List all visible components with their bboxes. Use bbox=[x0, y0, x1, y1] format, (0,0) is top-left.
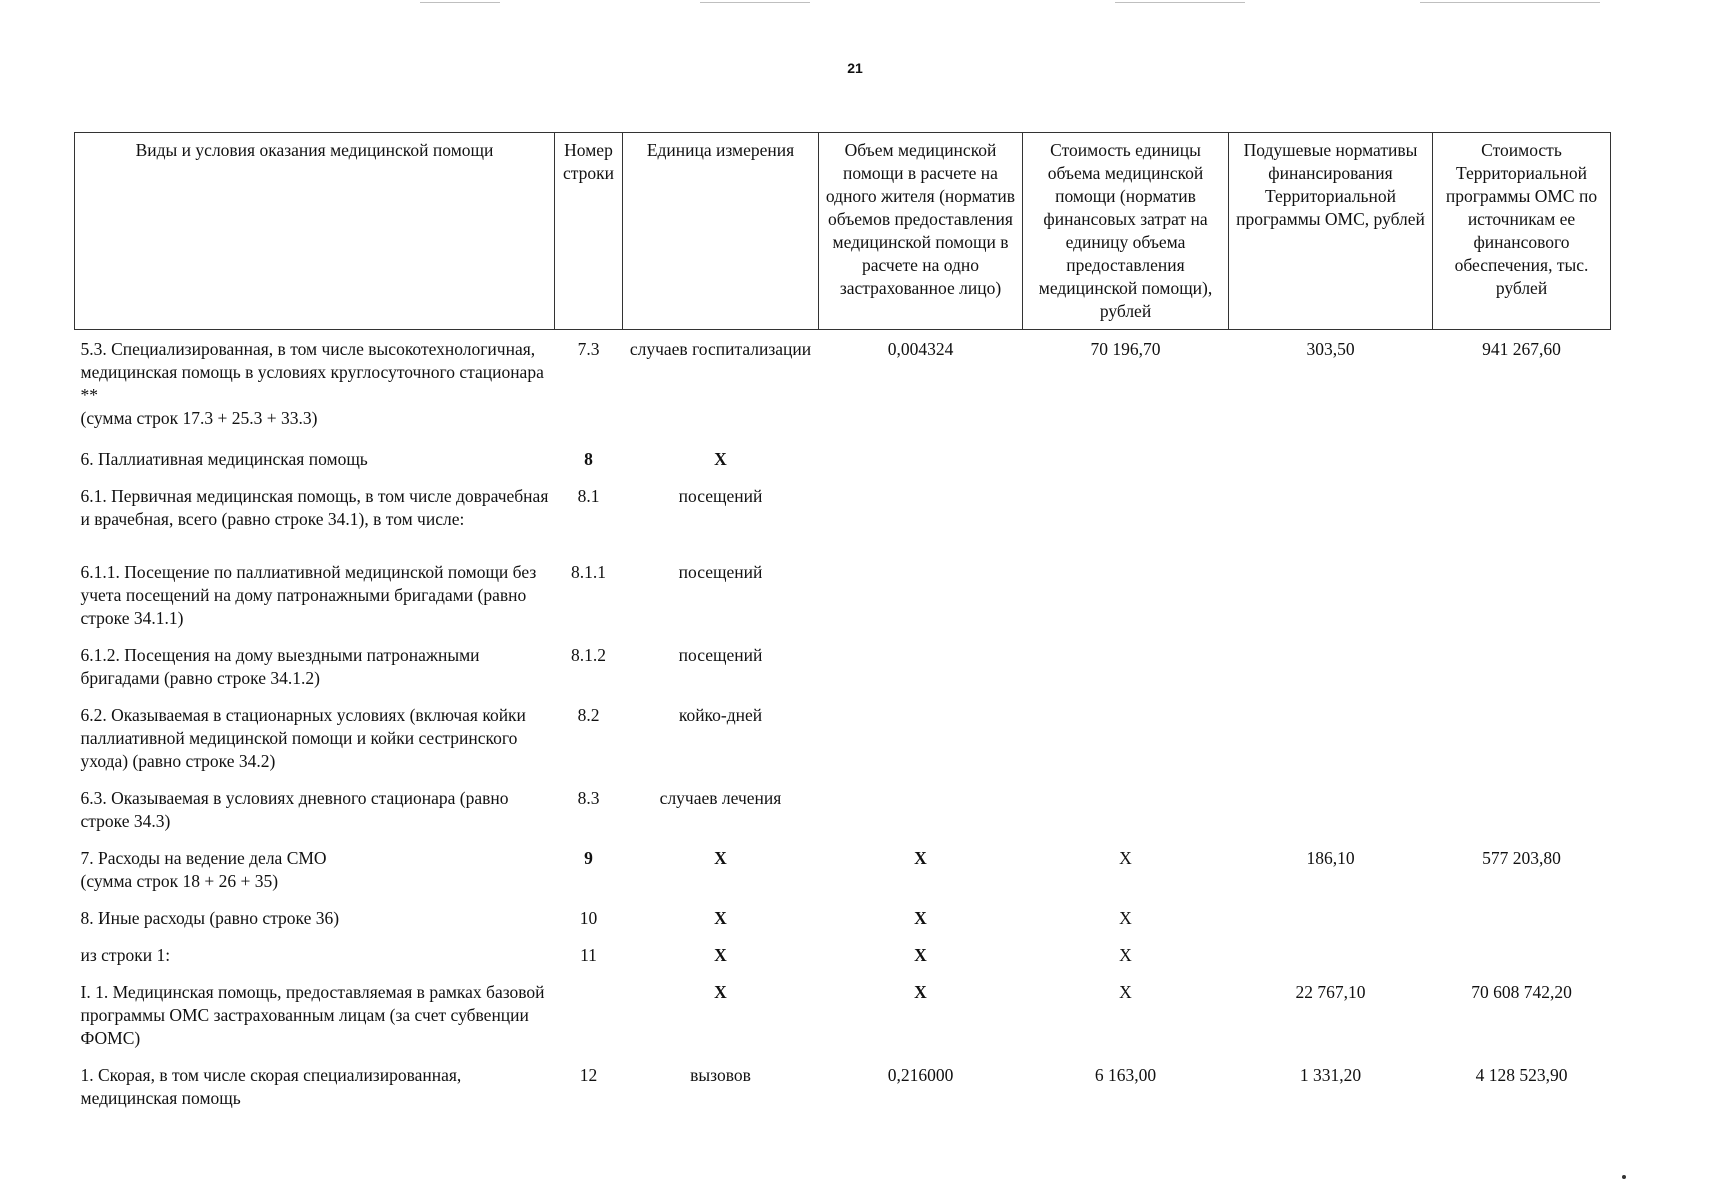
row-unit-cost: X bbox=[1119, 907, 1132, 928]
row-unit-cost: X bbox=[1119, 944, 1132, 965]
row-volume: X bbox=[914, 847, 927, 868]
scan-artifact bbox=[700, 2, 810, 3]
row-total-cost: 577 203,80 bbox=[1482, 847, 1561, 868]
row-unit: койко-дней bbox=[678, 704, 763, 725]
row-name: 6.1.2. Посещения на дому выездными патронажными бригадами (равно строке 34.1.2) bbox=[80, 644, 480, 688]
row-unit: посещений bbox=[678, 644, 763, 665]
header-row-number: Номер строки bbox=[555, 133, 623, 330]
row-number: 9 bbox=[584, 847, 593, 868]
row-name: 6.3. Оказываемая в условиях дневного стационара (равно строке 34.3) bbox=[80, 787, 509, 831]
row-unit-cost bbox=[1023, 477, 1229, 553]
row-name: 6.2. Оказываемая в стационарных условиях (включая койки паллиативной медицинской помощи и койки сестринского ухода) (равно строке 34.2) bbox=[80, 704, 526, 771]
row-number: 7.3 bbox=[577, 339, 600, 359]
row-volume: X bbox=[914, 944, 927, 965]
row-number: 8.2 bbox=[577, 704, 600, 725]
scan-artifact bbox=[420, 2, 500, 3]
row-unit: посещений bbox=[678, 561, 763, 582]
row-total-cost bbox=[1433, 936, 1611, 973]
header-name: Виды и условия оказания медицинской помощи bbox=[75, 133, 555, 330]
row-name: I. 1. Медицинская помощь, предоставляемая в рамках базовой программы ОМС застрахованным лицам (за счет субвенции ФОМС) bbox=[80, 981, 545, 1048]
row-volume: X bbox=[914, 907, 927, 928]
table-row bbox=[75, 839, 1611, 899]
row-per-capita bbox=[1229, 553, 1433, 636]
row-per-capita bbox=[1229, 936, 1433, 973]
header-unit-cost: Стоимость единицы объема медицинской помощи (норматив финансовых затрат на единицу объема предоставления медицинской помощи), рублей bbox=[1023, 133, 1229, 330]
table-row bbox=[75, 553, 1611, 636]
row-unit: X bbox=[714, 448, 727, 469]
row-unit: посещений bbox=[678, 485, 763, 506]
row-volume bbox=[819, 440, 1023, 477]
header-unit: Единица измерения bbox=[623, 133, 819, 330]
medical-care-table bbox=[74, 132, 1611, 1116]
row-per-capita bbox=[1229, 899, 1433, 936]
page-number: 21 bbox=[847, 60, 863, 76]
row-volume: 0,216000 bbox=[887, 1064, 954, 1085]
row-unit: случаев лечения bbox=[659, 787, 782, 808]
row-unit-cost: X bbox=[1119, 981, 1132, 1002]
row-number: 8.1 bbox=[577, 485, 600, 506]
row-name: 6.1.1. Посещение по паллиативной медицинской помощи без учета посещений на дому патронажными бригадами (равно строке 34.1.1) bbox=[80, 561, 537, 628]
row-per-capita bbox=[1229, 440, 1433, 477]
scan-artifact bbox=[1420, 2, 1600, 3]
row-total-cost bbox=[1433, 696, 1611, 779]
row-total-cost bbox=[1433, 553, 1611, 636]
table-row bbox=[75, 779, 1611, 839]
row-volume bbox=[819, 477, 1023, 553]
row-name: 5.3. Специализированная, в том числе высокотехнологичная, медицинская помощь в условиях круглосуточного стационара ** (сумма строк 17.3 + 25.3 + 33.3) bbox=[80, 339, 544, 428]
row-per-capita: 186,10 bbox=[1306, 847, 1355, 868]
row-number: 8.3 bbox=[577, 787, 600, 808]
row-total-cost bbox=[1433, 636, 1611, 696]
table-row bbox=[75, 330, 1611, 440]
table-row bbox=[75, 973, 1611, 1056]
table-row bbox=[75, 477, 1611, 553]
row-total-cost: 70 608 742,20 bbox=[1471, 981, 1572, 1002]
row-total-cost: 941 267,60 bbox=[1482, 339, 1561, 359]
row-unit: X bbox=[714, 907, 727, 928]
row-per-capita: 303,50 bbox=[1306, 339, 1355, 359]
row-unit: X bbox=[714, 944, 727, 965]
row-unit-cost bbox=[1023, 696, 1229, 779]
table-row bbox=[75, 636, 1611, 696]
row-number: 8.1.2 bbox=[571, 644, 606, 665]
table-row bbox=[75, 936, 1611, 973]
row-unit-cost bbox=[1023, 636, 1229, 696]
row-volume bbox=[819, 779, 1023, 839]
row-name: 8. Иные расходы (равно строке 36) bbox=[80, 907, 340, 928]
row-unit: вызовов bbox=[690, 1064, 751, 1085]
row-volume bbox=[819, 636, 1023, 696]
row-unit: X bbox=[714, 981, 727, 1002]
header-volume: Объем медицинской помощи в расчете на одного жителя (норматив объемов предоставления медицинской помощи в расчете на одно застрахованное лицо) bbox=[819, 133, 1023, 330]
table-row bbox=[75, 1056, 1611, 1116]
header-total-cost: Стоимость Территориальной программы ОМС по источникам ее финансового обеспечения, тыс. рублей bbox=[1433, 133, 1611, 330]
row-total-cost bbox=[1433, 477, 1611, 553]
row-volume bbox=[819, 696, 1023, 779]
row-per-capita bbox=[1229, 779, 1433, 839]
row-number: 11 bbox=[580, 944, 597, 965]
row-number: 8 bbox=[584, 448, 593, 469]
row-name: из строки 1: bbox=[80, 944, 171, 965]
row-total-cost: 4 128 523,90 bbox=[1475, 1064, 1568, 1085]
row-unit-cost bbox=[1023, 553, 1229, 636]
table-row bbox=[75, 696, 1611, 779]
scan-artifact bbox=[1115, 2, 1245, 3]
row-name: 6. Паллиативная медицинская помощь bbox=[80, 448, 368, 469]
row-number: 12 bbox=[579, 1064, 598, 1085]
row-number bbox=[555, 973, 623, 1056]
row-per-capita: 1 331,20 bbox=[1299, 1064, 1362, 1085]
row-per-capita bbox=[1229, 477, 1433, 553]
row-volume: X bbox=[914, 981, 927, 1002]
header-per-capita: Подушевые нормативы финансирования Территориальной программы ОМС, рублей bbox=[1229, 133, 1433, 330]
table-header-row bbox=[75, 133, 1611, 330]
row-unit: случаев госпитализации bbox=[629, 339, 812, 359]
row-per-capita: 22 767,10 bbox=[1295, 981, 1366, 1002]
row-volume bbox=[819, 553, 1023, 636]
table-row bbox=[75, 440, 1611, 477]
row-unit-cost bbox=[1023, 440, 1229, 477]
row-unit: X bbox=[714, 847, 727, 868]
row-total-cost bbox=[1433, 440, 1611, 477]
row-number: 8.1.1 bbox=[571, 561, 606, 582]
row-number: 10 bbox=[579, 907, 598, 928]
row-name: 6.1. Первичная медицинская помощь, в том числе доврачебная и врачебная, всего (равно строке 34.1), в том числе: bbox=[80, 485, 549, 529]
row-name: 1. Скорая, в том числе скорая специализированная, медицинская помощь bbox=[80, 1064, 462, 1108]
row-per-capita bbox=[1229, 636, 1433, 696]
scan-dot bbox=[1622, 1175, 1626, 1179]
row-total-cost bbox=[1433, 899, 1611, 936]
row-unit-cost: 6 163,00 bbox=[1094, 1064, 1157, 1085]
row-unit-cost: X bbox=[1119, 847, 1132, 868]
row-volume: 0,004324 bbox=[887, 339, 954, 359]
row-unit-cost: 70 196,70 bbox=[1090, 339, 1161, 359]
row-total-cost bbox=[1433, 779, 1611, 839]
row-name: 7. Расходы на ведение дела СМО (сумма строк 18 + 26 + 35) bbox=[80, 847, 327, 891]
row-unit-cost bbox=[1023, 779, 1229, 839]
row-per-capita bbox=[1229, 696, 1433, 779]
table-row bbox=[75, 899, 1611, 936]
